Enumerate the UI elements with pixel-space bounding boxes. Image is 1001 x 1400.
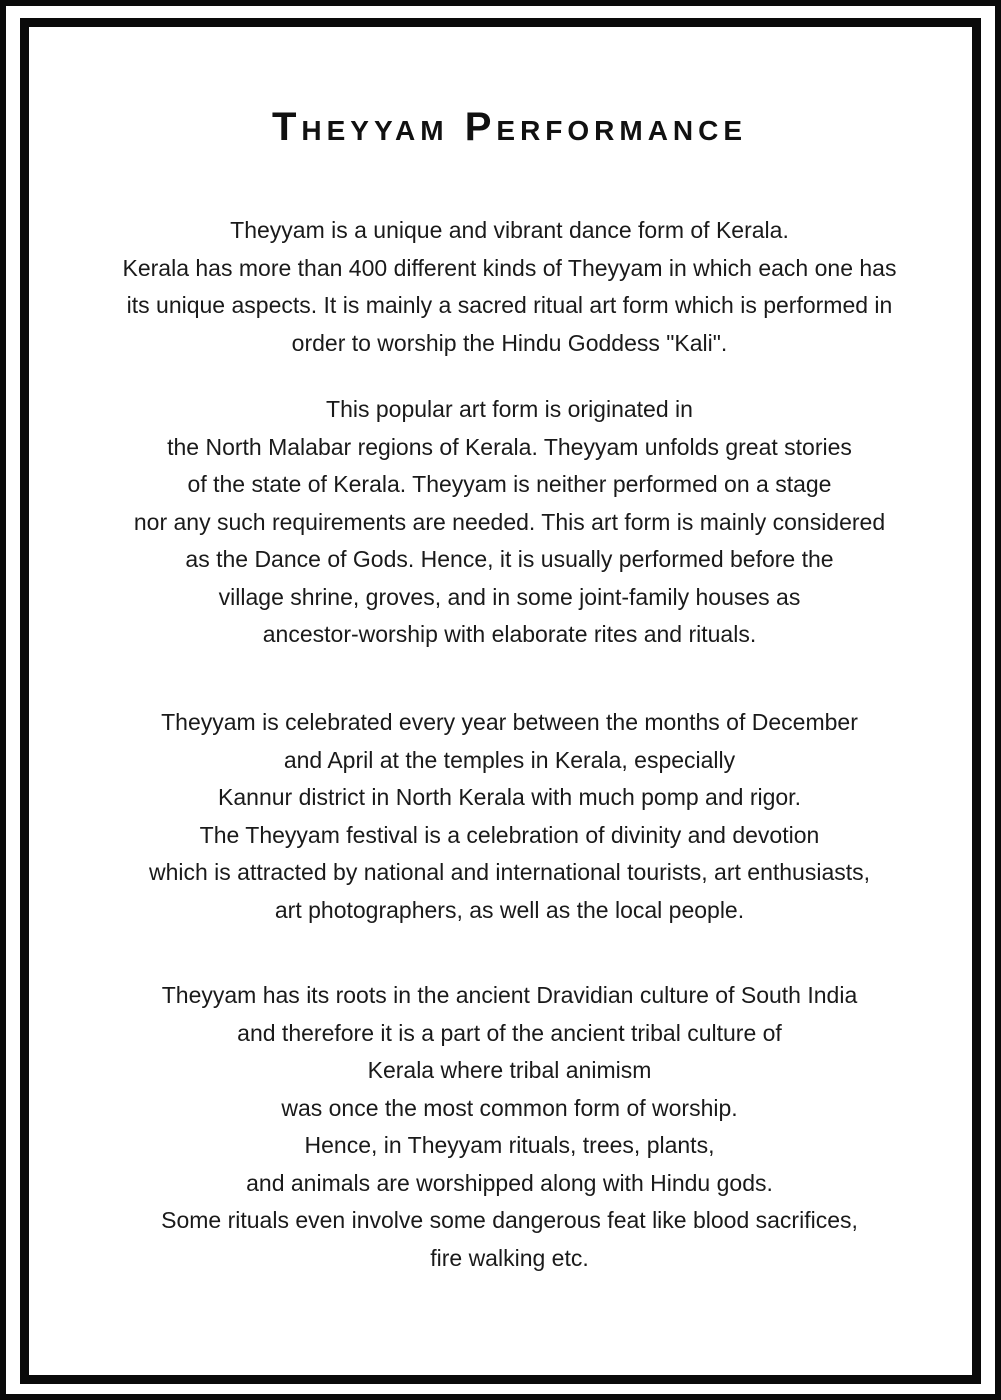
text-line: which is attracted by national and international tourists, art enthusiasts,	[148, 859, 871, 885]
text-line: fire walking etc.	[430, 1244, 589, 1271]
text-line: Hence, in Theyyam rituals, trees, plants,	[304, 1132, 715, 1158]
text-line: This popular art form is originated in	[326, 396, 693, 422]
paragraph-roots	[29, 977, 990, 1277]
page-title: Theyyam Performance	[271, 105, 748, 149]
text-line: of the state of Kerala. Theyyam is neither performed on a stage	[187, 471, 832, 497]
text-line: its unique aspects. It is mainly a sacred ritual art form which is performed in	[126, 292, 893, 318]
text-line: order to worship the Hindu Goddess "Kali".	[291, 329, 728, 356]
text-line: Kannur district in North Kerala with much pomp and rigor.	[218, 784, 801, 810]
text-line: Kerala where tribal animism	[367, 1057, 652, 1083]
text-line: was once the most common form of worship.	[281, 1094, 738, 1121]
text-line: Theyyam has its roots in the ancient Dravidian culture of South India	[161, 982, 858, 1008]
text-line: Kerala has more than 400 different kinds of Theyyam in which each one has	[122, 254, 897, 281]
text-line: ancestor-worship with elaborate rites and rituals.	[262, 621, 757, 647]
text-line: nor any such requirements are needed. This art form is mainly considered	[133, 508, 886, 535]
paragraph-origin	[29, 391, 990, 654]
text-line: as the Dance of Gods. Hence, it is usually performed before the	[185, 546, 834, 572]
text-line: the North Malabar regions of Kerala. Theyyam unfolds great stories	[167, 433, 852, 460]
inner-border-frame	[20, 18, 981, 1384]
text-line: village shrine, groves, and in some joint-family houses as	[218, 583, 801, 610]
text-line: and April at the temples in Kerala, especially	[283, 746, 736, 773]
text-line: Theyyam is a unique and vibrant dance form of Kerala.	[230, 217, 789, 243]
text-line: and therefore it is a part of the ancient tribal culture of	[237, 1019, 782, 1046]
text-line: The Theyyam festival is a celebration of divinity and devotion	[199, 821, 820, 848]
paragraph-celebration	[29, 704, 990, 929]
text-line: art photographers, as well as the local people.	[274, 896, 745, 923]
paragraph-introduction	[29, 212, 990, 362]
text-line: Some rituals even involve some dangerous feat like blood sacrifices,	[161, 1207, 858, 1233]
text-line: Theyyam is celebrated every year between the months of December	[161, 709, 858, 735]
text-line: and animals are worshipped along with Hindu gods.	[246, 1169, 773, 1196]
